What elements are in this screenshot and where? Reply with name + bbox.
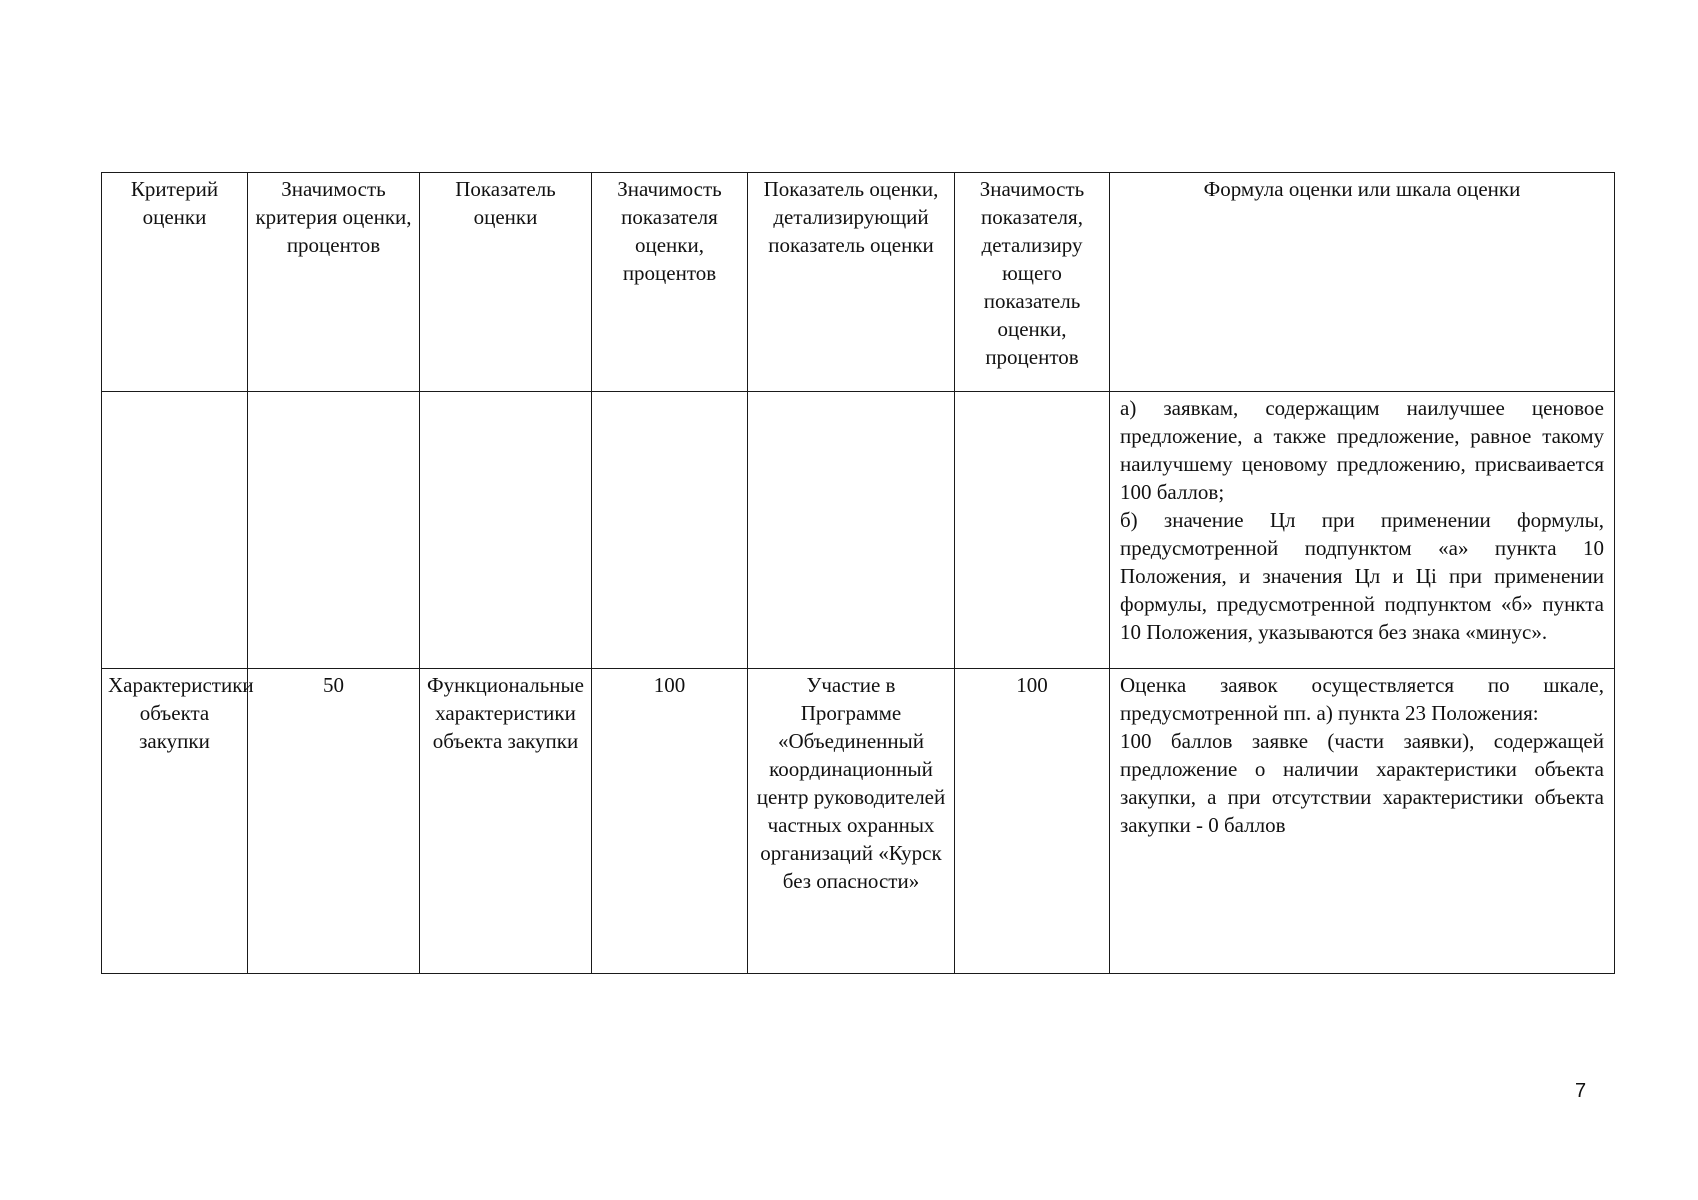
header-indicator: Показатель оценки [420,173,592,392]
criterion-weight-cell: 50 [248,669,420,974]
criterion-cell: Характеристики объекта закупки [102,669,248,974]
header-detail-weight: Значимость показателя, детализиру ющего показатель оценки, процентов [955,173,1110,392]
detail-indicator-cell: Участие в Программе «Объединенный координационный центр руководителей частных охранных организаций «Курск без опасности» [748,669,955,974]
empty-cell [748,392,955,669]
table-row [102,392,1615,669]
empty-cell [592,392,748,669]
header-criterion: Критерий оценки [102,173,248,392]
header-indicator-weight: Значимость показателя оценки, процентов [592,173,748,392]
detail-weight-cell: 100 [955,669,1110,974]
table-row [102,669,1615,974]
page-number: 7 [1575,1080,1587,1102]
empty-cell [420,392,592,669]
header-detail-indicator: Показатель оценки, детализирующий показатель оценки [748,173,955,392]
formula-cell: а) заявкам, содержащим наилучшее ценовое предложение, а также предложение, равное такому наилучшему ценовому предложению, присваивается 100 баллов; б) значение Цл при применении формулы, предусмотренной подпунктом «а» пункта 10 Положения, и значения Цл и Цi при применении формулы, предусмотренной подпунктом «б» пункта 10 Положения, указываются без знака «минус». [1110,392,1615,669]
header-criterion-weight: Значимость критерия оценки, процентов [248,173,420,392]
empty-cell [955,392,1110,669]
header-formula: Формула оценки или шкала оценки [1110,173,1615,392]
empty-cell [102,392,248,669]
indicator-cell: Функциональные характеристики объекта закупки [420,669,592,974]
formula-cell: Оценка заявок осуществляется по шкале, предусмотренной пп. а) пункта 23 Положения: 100 баллов заявке (части заявки), содержащей предложение о наличии характеристики объекта закупки, а при отсутствии характеристики объекта закупки - 0 баллов [1110,669,1615,974]
indicator-weight-cell: 100 [592,669,748,974]
empty-cell [248,392,420,669]
evaluation-criteria-table [101,172,1615,974]
table-header-row [102,173,1615,392]
